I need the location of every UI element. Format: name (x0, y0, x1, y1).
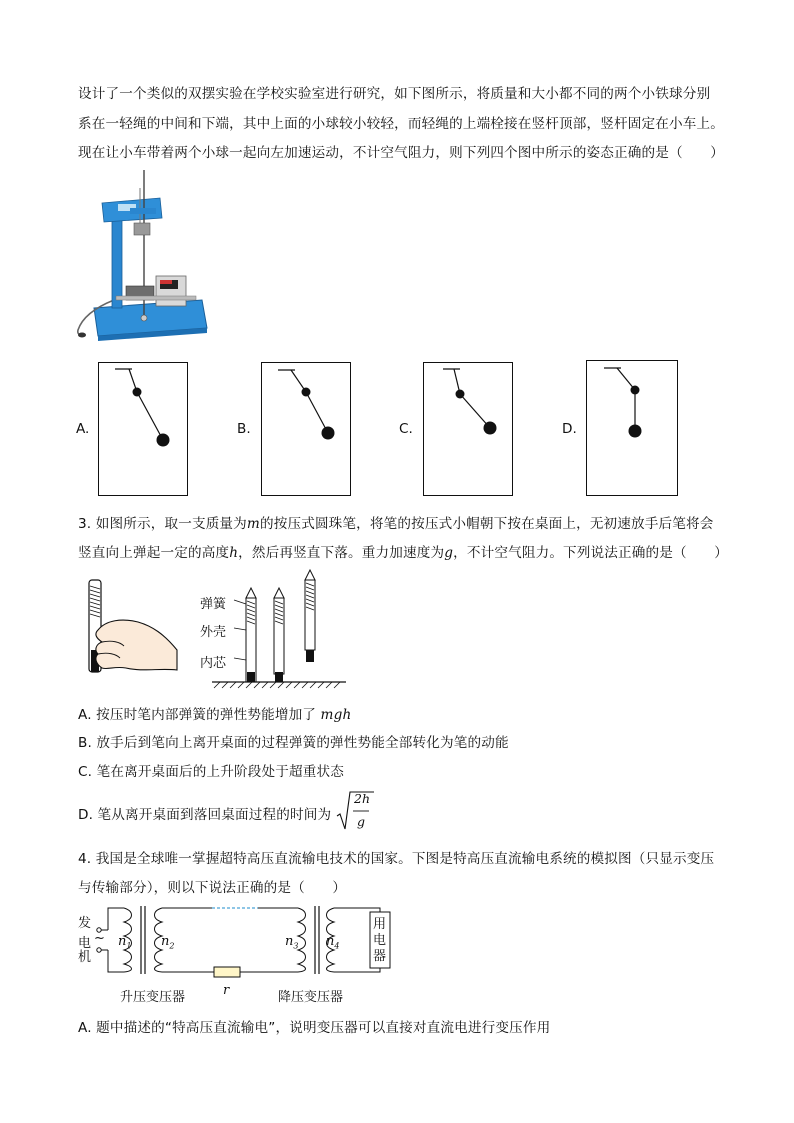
formula-numerator: 2h (354, 791, 371, 806)
generator-char-3: 机 (78, 950, 92, 965)
pen-sequence-figure (210, 568, 350, 693)
q3-option-d-text: D. 笔从离开桌面到落回桌面过程的时间为 (78, 807, 332, 823)
generator-char-1: 发 (78, 916, 92, 931)
appliance-char-3: 器 (373, 949, 387, 964)
q3-text-line-2 (78, 541, 728, 561)
n3-letter: n (285, 934, 294, 949)
q2-text-line-2: 系在一轻绳的中间和下端，其中上面的小球较小较轻，而轻绳的上端栓接在竖杆顶部，竖杆固定在小车上。 (78, 116, 724, 132)
spring-label: 弹簧 (200, 597, 227, 612)
q3-option-a (78, 703, 351, 723)
q3-line1-pre: 3. 如图所示，取一支质量为 (78, 516, 247, 532)
double-pendulum-apparatus-photo (74, 168, 214, 343)
n2-letter: n (161, 934, 170, 949)
q3-line2-post: ，不计空气阻力。下列说法正确的是（ ） (453, 545, 728, 561)
q2-option-a-figure (98, 362, 188, 497)
q3-option-a-text: A. 按压时笔内部弹簧的弹性势能增加了 (78, 707, 317, 723)
q2-option-c-figure (423, 362, 513, 497)
n2-subscript: 2 (169, 941, 175, 951)
generator-char-2: 电 (78, 936, 92, 951)
n1-subscript: 1 (126, 941, 132, 951)
q3-line1-post: 的按压式圆珠笔，将笔的按压式小帽朝下按在桌面上，无初速放手后笔将会 (259, 516, 714, 532)
q2-option-a-label: A. (76, 421, 90, 437)
appliance-char-1: 用 (373, 917, 387, 932)
q3-var-g: g (444, 545, 454, 561)
q4-option-a: A. 题中描述的“特高压直流输电”，说明变压器可以直接对直流电进行变压作用 (78, 1020, 551, 1036)
n2-label (161, 934, 174, 951)
n4-subscript: 4 (334, 941, 340, 951)
shell-label: 外壳 (200, 625, 227, 640)
q2-option-c-label: C. (399, 421, 413, 437)
formula-denominator: g (357, 814, 366, 829)
q3-line2-mid: ，然后再竖直下落。重力加速度为 (238, 545, 445, 561)
hand-pressing-pen-figure (82, 578, 182, 678)
q4-text-line-2: 与传输部分），则以下说法正确的是（ ） (78, 880, 347, 896)
q3-line2-pre: 竖直向上弹起一定的高度 (78, 545, 230, 561)
core-label: 内芯 (200, 656, 227, 671)
q4-text-line-1: 4. 我国是全球唯一掌握超特高压直流输电技术的国家。下图是特高压直流输电系统的模拟图（只显示变压 (78, 851, 715, 867)
step-up-transformer-label: 升压变压器 (120, 990, 186, 1005)
ac-tilde-symbol: ~ (94, 931, 105, 946)
q2-option-b-figure (261, 362, 351, 497)
n3-subscript: 3 (293, 941, 299, 951)
q2-option-d-figure (586, 360, 679, 497)
q2-text-line-3: 现在让小车带着两个小球一起向左加速运动，不计空气阻力，则下列四个图中所示的姿态正确的是（ ） (78, 145, 724, 161)
q2-option-d-label: D. (562, 421, 577, 437)
step-down-transformer-label: 降压变压器 (278, 990, 344, 1005)
resistor-r-label: r (223, 983, 230, 998)
q3-option-c: C. 笔在离开桌面后的上升阶段处于超重状态 (78, 764, 344, 780)
q3-text-line-1 (78, 512, 714, 532)
n4-letter: n (326, 934, 335, 949)
q3-var-m: m (246, 516, 260, 532)
q3-var-h: h (229, 545, 239, 561)
n4-label (326, 934, 339, 951)
n3-label (285, 934, 298, 951)
n1-label (118, 934, 131, 951)
appliance-label (373, 917, 386, 965)
n1-letter: n (118, 934, 127, 949)
q3-option-d (78, 803, 331, 823)
appliance-char-2: 电 (373, 933, 387, 948)
q2-option-b-label: B. (237, 421, 251, 437)
q2-text-line-1: 设计了一个类似的双摆实验在学校实验室进行研究，如下图所示，将质量和大小都不同的两个小铁球分别 (78, 86, 711, 102)
q3-option-b: B. 放手后到笔向上离开桌面的过程弹簧的弹性势能全部转化为笔的动能 (78, 735, 509, 751)
q3-option-a-var: mgh (320, 707, 352, 723)
